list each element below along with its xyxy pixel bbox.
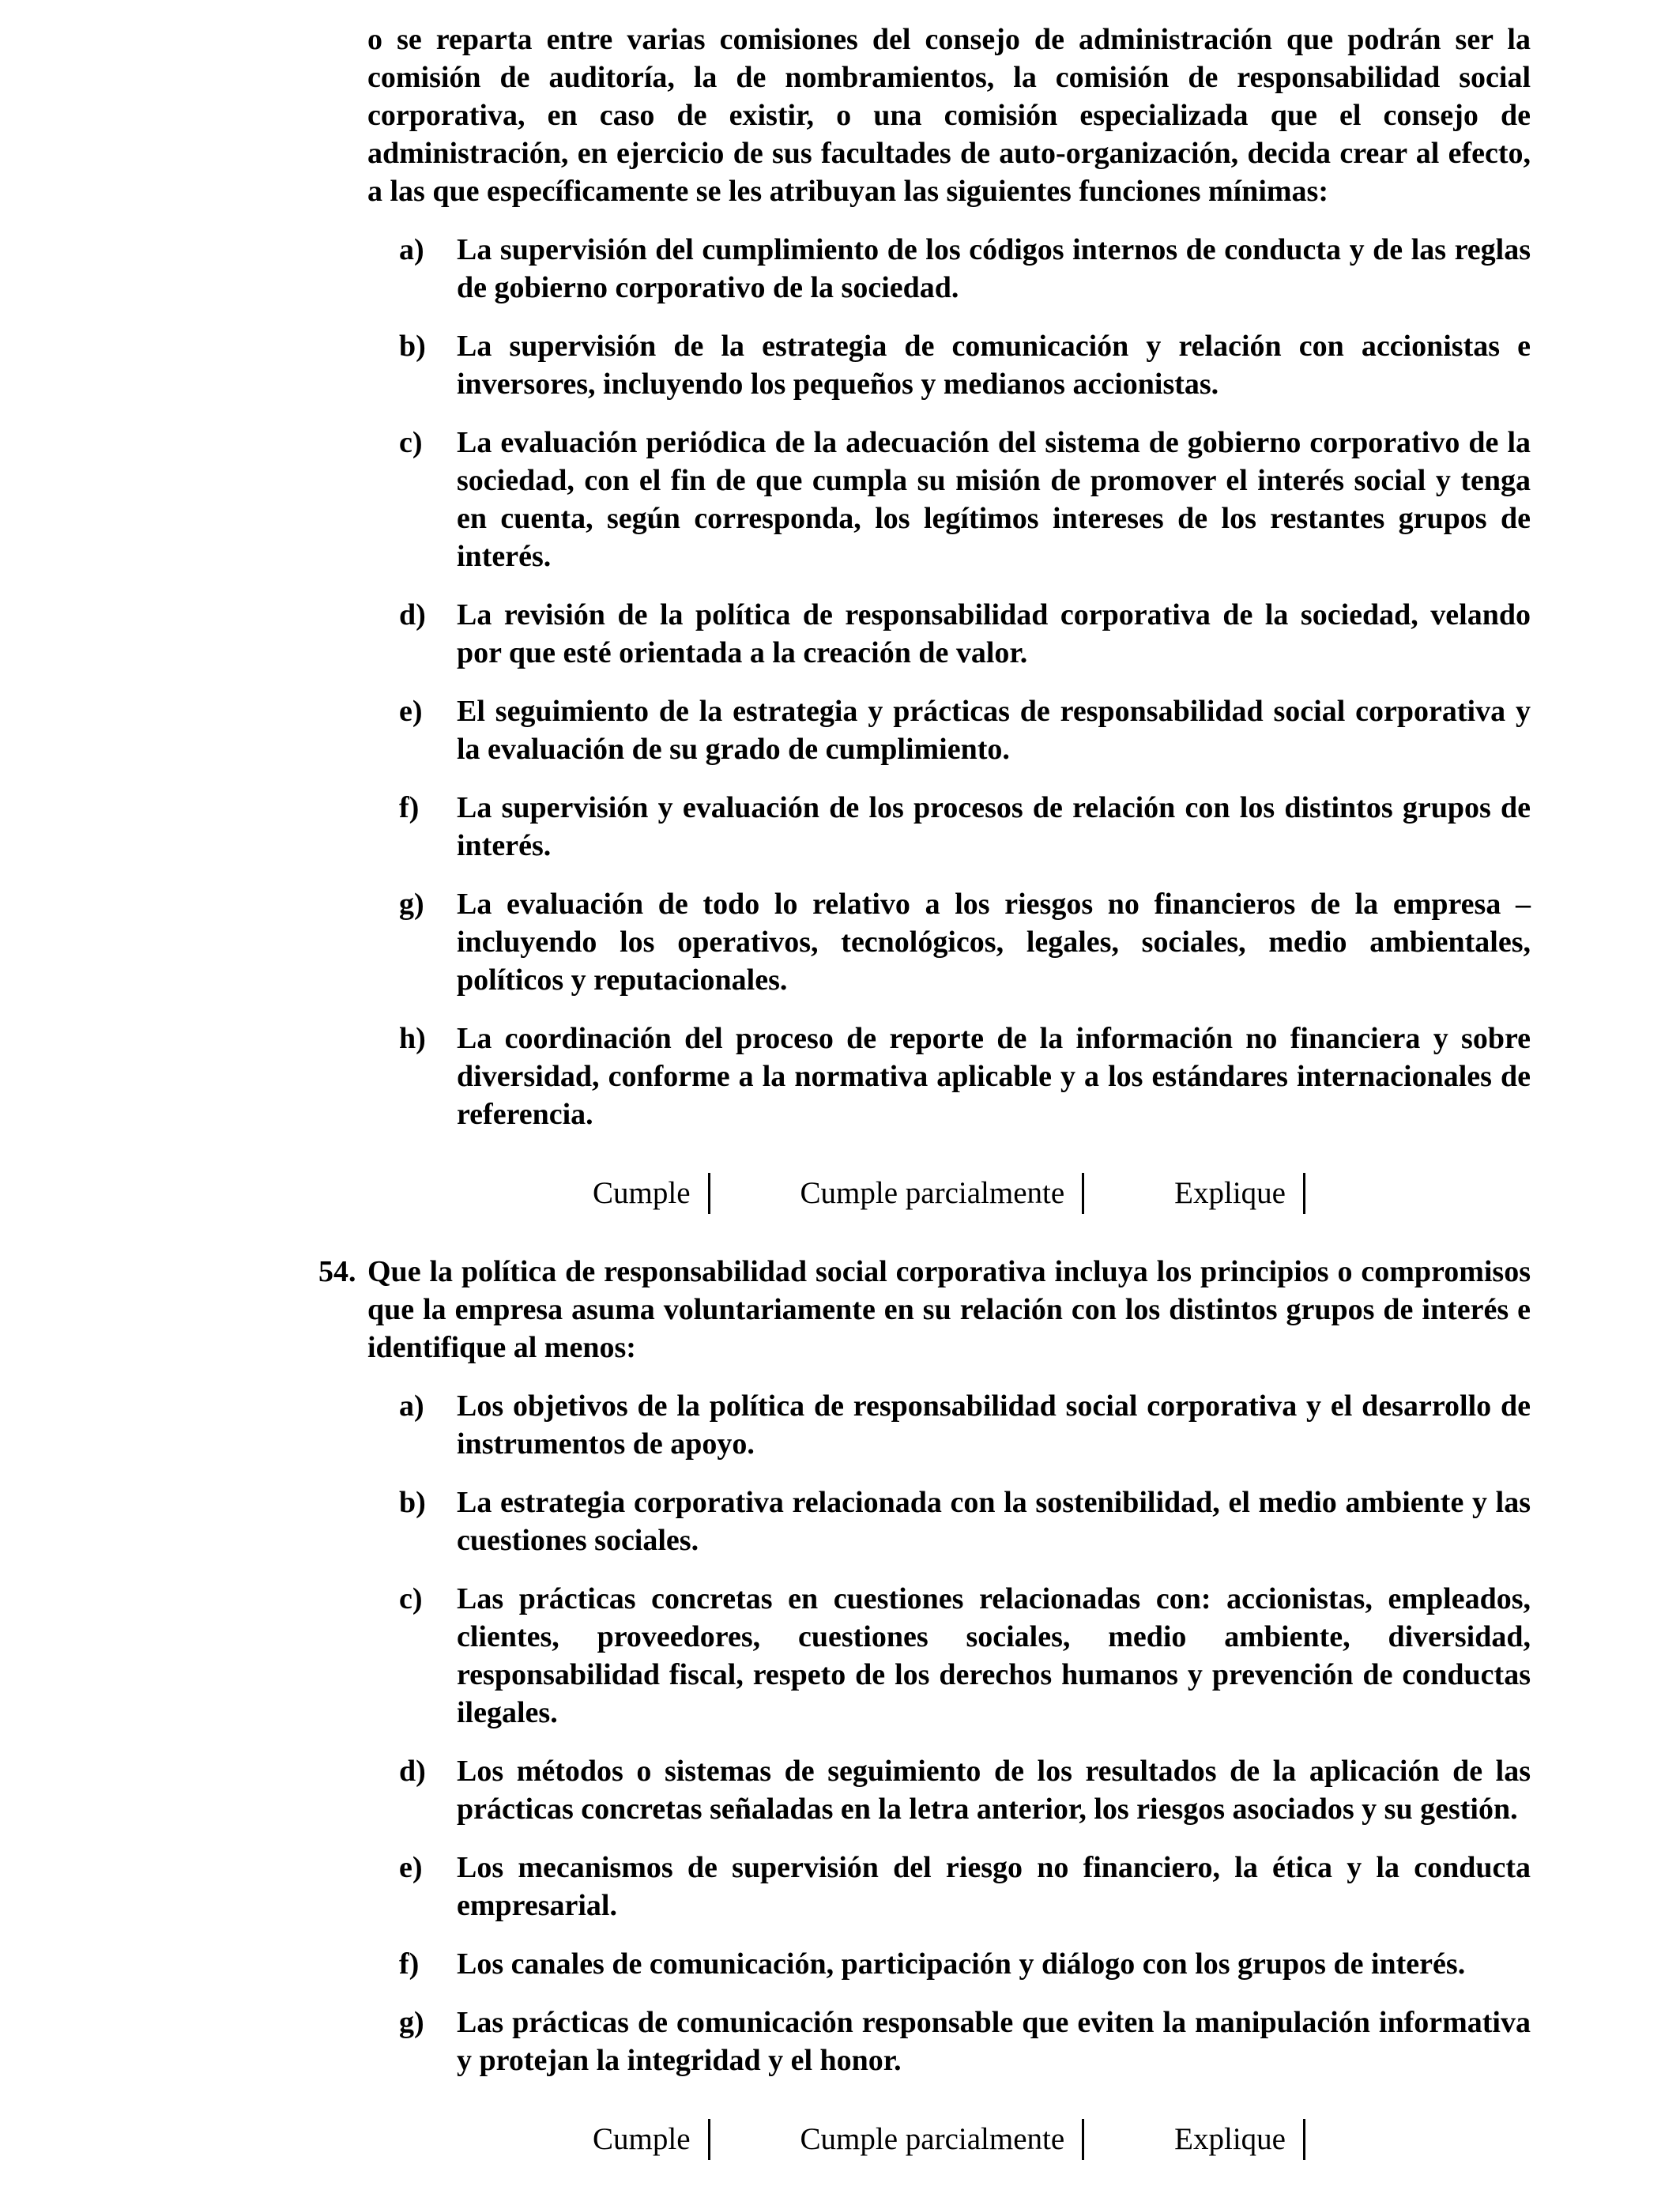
item-text: Los métodos o sistemas de seguimiento de los resultados de la aplicación de las prácticas concretas señaladas en la letra anterior, los riesgos asociados y su gestión. bbox=[457, 1755, 1531, 1826]
rec53-item-c bbox=[399, 424, 1531, 575]
intro-paragraph: o se reparta entre varias comisiones del consejo de administración que podrán ser la comisión de auditoría, la de nombramientos, la comisión de responsabilidad social corporativa, en caso de existir, o una comisión especializada que el consejo de administración, en ejercicio de sus facultades de auto-organización, decida crear al efecto, a las que específicamente se les atribuyan las siguientes funciones mínimas: bbox=[367, 23, 1531, 208]
rec54-item-g bbox=[399, 2004, 1531, 2079]
recommendation-number: 54. bbox=[318, 1255, 356, 1288]
rec54-item-c bbox=[399, 1580, 1531, 1732]
item-text: La supervisión y evaluación de los procesos de relación con los distintos grupos de interés. bbox=[457, 791, 1531, 862]
item-letter: e) bbox=[399, 1851, 423, 1884]
rec54-item-a bbox=[399, 1387, 1531, 1463]
rec53-item-g bbox=[399, 885, 1531, 999]
compliance-options-row-53 bbox=[367, 1170, 1531, 1217]
recommendation-54 bbox=[318, 1253, 1531, 1367]
rec53-item-d bbox=[399, 596, 1531, 672]
rec53-item-f bbox=[399, 789, 1531, 865]
rec54-item-d bbox=[399, 1752, 1531, 1828]
item-letter: a) bbox=[399, 233, 424, 266]
item-text: La estrategia corporativa relacionada con la sostenibilidad, el medio ambiente y las cuestiones sociales. bbox=[457, 1486, 1531, 1557]
divider-bar bbox=[708, 2119, 710, 2160]
compliance-option-cumple: Cumple bbox=[593, 1176, 691, 1210]
item-letter: c) bbox=[399, 426, 423, 459]
item-text: Los canales de comunicación, participación y diálogo con los grupos de interés. bbox=[457, 1947, 1466, 1981]
compliance-options-row-54 bbox=[367, 2116, 1531, 2163]
item-letter: g) bbox=[399, 888, 424, 921]
compliance-option-explique: Explique bbox=[1174, 2122, 1286, 2156]
rec54-item-b bbox=[399, 1483, 1531, 1559]
rec53-item-h bbox=[399, 1020, 1531, 1133]
item-letter: b) bbox=[399, 1486, 426, 1519]
item-letter: f) bbox=[399, 791, 420, 824]
rec54-item-f bbox=[399, 1945, 1531, 1983]
item-letter: h) bbox=[399, 1022, 426, 1055]
divider-bar bbox=[1082, 2119, 1084, 2160]
item-text: La evaluación periódica de la adecuación del sistema de gobierno corporativo de la sociedad, con el fin de que cumpla su misión de promover el interés social y tenga en cuenta, según corresponda, los legítimos intereses de los restantes grupos de interés. bbox=[457, 426, 1531, 573]
item-text: La supervisión del cumplimiento de los códigos internos de conducta y de las reglas de gobierno corporativo de la sociedad. bbox=[457, 233, 1531, 304]
divider-bar bbox=[1303, 1173, 1305, 1214]
rec54-item-e bbox=[399, 1849, 1531, 1924]
item-text: Los objetivos de la política de responsabilidad social corporativa y el desarrollo de instrumentos de apoyo. bbox=[457, 1389, 1531, 1461]
recommendation-54-text: Que la política de responsabilidad social corporativa incluya los principios o compromisos que la empresa asuma voluntariamente en su relación con los distintos grupos de interés e identifique al menos: bbox=[367, 1255, 1531, 1364]
item-letter: c) bbox=[399, 1582, 423, 1615]
rec53-item-a bbox=[399, 231, 1531, 307]
item-letter: f) bbox=[399, 1947, 420, 1981]
page-content bbox=[318, 21, 1531, 2163]
compliance-option-cumple: Cumple bbox=[593, 2122, 691, 2156]
item-letter: g) bbox=[399, 2006, 424, 2039]
compliance-option-cumple-parcialmente: Cumple parcialmente bbox=[800, 1176, 1065, 1210]
item-text: La evaluación de todo lo relativo a los riesgos no financieros de la empresa – incluyendo los operativos, tecnológicos, legales, sociales, medio ambientales, políticos y reputacionales. bbox=[457, 888, 1531, 997]
divider-bar bbox=[1082, 1173, 1084, 1214]
rec53-item-b bbox=[399, 327, 1531, 403]
compliance-option-cumple-parcialmente: Cumple parcialmente bbox=[800, 2122, 1065, 2156]
item-text: La coordinación del proceso de reporte de la información no financiera y sobre diversidad, conforme a la normativa aplicable y a los estándares internacionales de referencia. bbox=[457, 1022, 1531, 1131]
compliance-option-explique: Explique bbox=[1174, 1176, 1286, 1210]
item-text: El seguimiento de la estrategia y prácticas de responsabilidad social corporativa y la evaluación de su grado de cumplimiento. bbox=[457, 695, 1531, 766]
item-text: La revisión de la política de responsabilidad corporativa de la sociedad, velando por que esté orientada a la creación de valor. bbox=[457, 598, 1531, 669]
item-text: Las prácticas de comunicación responsable que eviten la manipulación informativa y protejan la integridad y el honor. bbox=[457, 2006, 1531, 2077]
divider-bar bbox=[708, 1173, 710, 1214]
rec53-item-e bbox=[399, 692, 1531, 768]
item-letter: a) bbox=[399, 1389, 424, 1423]
item-letter: e) bbox=[399, 695, 423, 728]
divider-bar bbox=[1303, 2119, 1305, 2160]
item-letter: b) bbox=[399, 330, 426, 363]
item-letter: d) bbox=[399, 1755, 426, 1788]
item-text: La supervisión de la estrategia de comunicación y relación con accionistas e inversores, incluyendo los pequeños y medianos accionistas. bbox=[457, 330, 1531, 401]
item-text: Las prácticas concretas en cuestiones relacionadas con: accionistas, empleados, clientes, proveedores, cuestiones sociales, medio ambiente, diversidad, responsabilidad fiscal, respeto de los derechos humanos y prevención de conductas ilegales. bbox=[457, 1582, 1531, 1729]
item-text: Los mecanismos de supervisión del riesgo no financiero, la ética y la conducta empresarial. bbox=[457, 1851, 1531, 1922]
item-letter: d) bbox=[399, 598, 426, 631]
